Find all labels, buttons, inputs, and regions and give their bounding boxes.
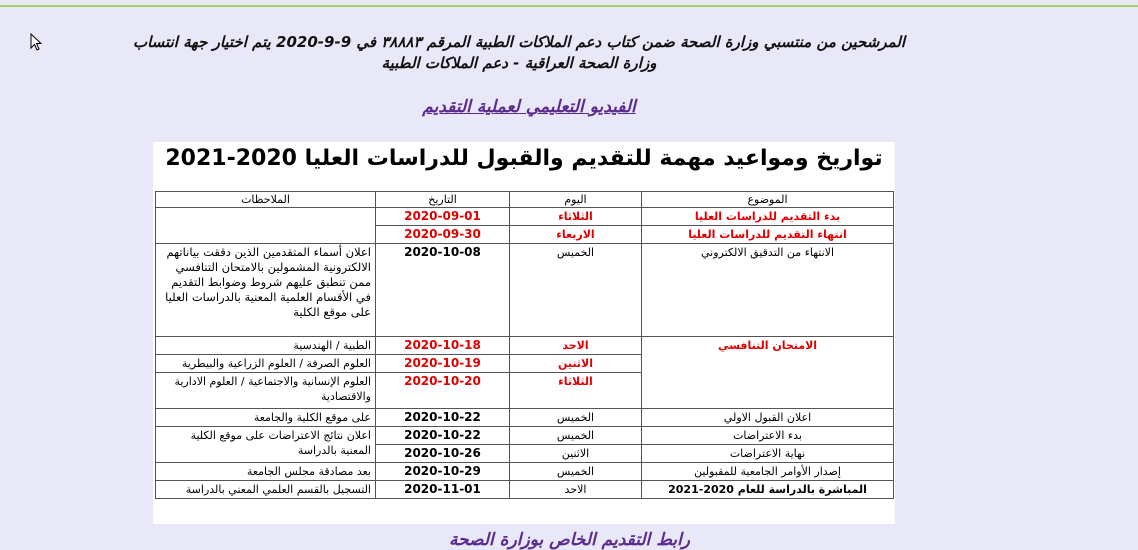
row-topic: اعلان القبول الاولي xyxy=(642,409,894,427)
row-notes xyxy=(156,208,376,244)
row-date: 2020-10-26 xyxy=(376,445,510,463)
table-row xyxy=(156,481,894,499)
row-day: الثلاثاء xyxy=(510,208,642,226)
table-row xyxy=(156,208,894,226)
row-date: 2020-09-01 xyxy=(376,208,510,226)
table-row xyxy=(156,427,894,445)
table-row xyxy=(156,463,894,481)
schedule-panel xyxy=(153,142,895,524)
row-day: الاربعاء xyxy=(510,226,642,244)
table-row xyxy=(156,337,894,355)
row-day: الاحد xyxy=(510,337,642,355)
row-topic: إصدار الأوامر الجامعية للمقبولين xyxy=(642,463,894,481)
row-notes: العلوم الصرفة / العلوم الزراعية والبيطرية xyxy=(156,355,376,373)
row-notes: على موقع الكلية والجامعة xyxy=(156,409,376,427)
row-date: 2020-10-22 xyxy=(376,409,510,427)
row-topic: بدء الاعتراضات xyxy=(642,427,894,445)
row-date: 2020-10-22 xyxy=(376,427,510,445)
top-divider xyxy=(0,5,1138,7)
announcement-headline xyxy=(20,32,1018,74)
table-row xyxy=(156,409,894,427)
row-topic: نهاية الاعتراضات xyxy=(642,445,894,463)
row-day: الاحد xyxy=(510,481,642,499)
row-day: الخميس xyxy=(510,409,642,427)
row-day: الاثنين xyxy=(510,445,642,463)
row-date: 2020-10-29 xyxy=(376,463,510,481)
row-notes: الطبية / الهندسية xyxy=(156,337,376,355)
row-date: 2020-10-19 xyxy=(376,355,510,373)
table-row xyxy=(156,244,894,337)
row-notes: اعلان أسماء المتقدمين الذين دققت بياناتهم الالكترونية المشمولين بالامتحان التنافسي ممن تنطبق عليهم شروط وضوابط التقديم في الأقسام العلمية المعنية بالدراسات العليا على موقع الكلية xyxy=(156,244,376,337)
header-notes: الملاحظات xyxy=(156,192,376,208)
row-date: 2020-10-08 xyxy=(376,244,510,337)
row-day: الاثنين xyxy=(510,355,642,373)
tutorial-video-link[interactable]: الفيديو التعليمي لعملية التقديم xyxy=(422,97,636,117)
header-topic: الموضوع xyxy=(642,192,894,208)
exam-topic-cell: الامتحان التنافسي xyxy=(642,337,894,409)
row-date: 2020-10-18 xyxy=(376,337,510,355)
headline-line-2: وزارة الصحة العراقية - دعم الملاكات الطبية xyxy=(381,54,657,72)
row-day: الثلاثاء xyxy=(510,373,642,409)
application-link[interactable]: رابط التقديم الخاص بوزارة الصحة xyxy=(449,530,690,550)
row-notes: بعد مصادقة مجلس الجامعة xyxy=(156,463,376,481)
row-topic: انتهاء التقديم للدراسات العليا xyxy=(642,226,894,244)
header-day: اليوم xyxy=(510,192,642,208)
row-day: الخميس xyxy=(510,244,642,337)
row-notes: التسجيل بالقسم العلمي المعني بالدراسة xyxy=(156,481,376,499)
schedule-table xyxy=(155,191,894,499)
schedule-title: تواريخ ومواعيد مهمة للتقديم والقبول للدراسات العليا 2020-2021 xyxy=(165,146,883,171)
row-notes: العلوم الإنسانية والاجتماعية / العلوم الادارية والاقتصادية xyxy=(156,373,376,409)
row-day: الخميس xyxy=(510,463,642,481)
objection-notes-cell: اعلان نتائج الاعتراضات على موقع الكلية المعنية بالدراسة xyxy=(156,427,376,463)
row-topic: بدء التقديم للدراسات العليا xyxy=(642,208,894,226)
table-header-row xyxy=(156,192,894,208)
headline-line-1: المرشحين من منتسبي وزارة الصحة ضمن كتاب دعم الملاكات الطبية المرقم ٣٨٨٨٣ في 9-9-2020 يتم اختيار جهة انتساب xyxy=(132,33,906,51)
row-day: الخميس xyxy=(510,427,642,445)
row-date: 2020-11-01 xyxy=(376,481,510,499)
row-date: 2020-09-30 xyxy=(376,226,510,244)
row-date: 2020-10-20 xyxy=(376,373,510,409)
row-topic: الانتهاء من التدقيق الالكتروني xyxy=(642,244,894,337)
header-date: التاريخ xyxy=(376,192,510,208)
row-topic: المباشرة بالدراسة للعام 2020-2021 xyxy=(642,481,894,499)
